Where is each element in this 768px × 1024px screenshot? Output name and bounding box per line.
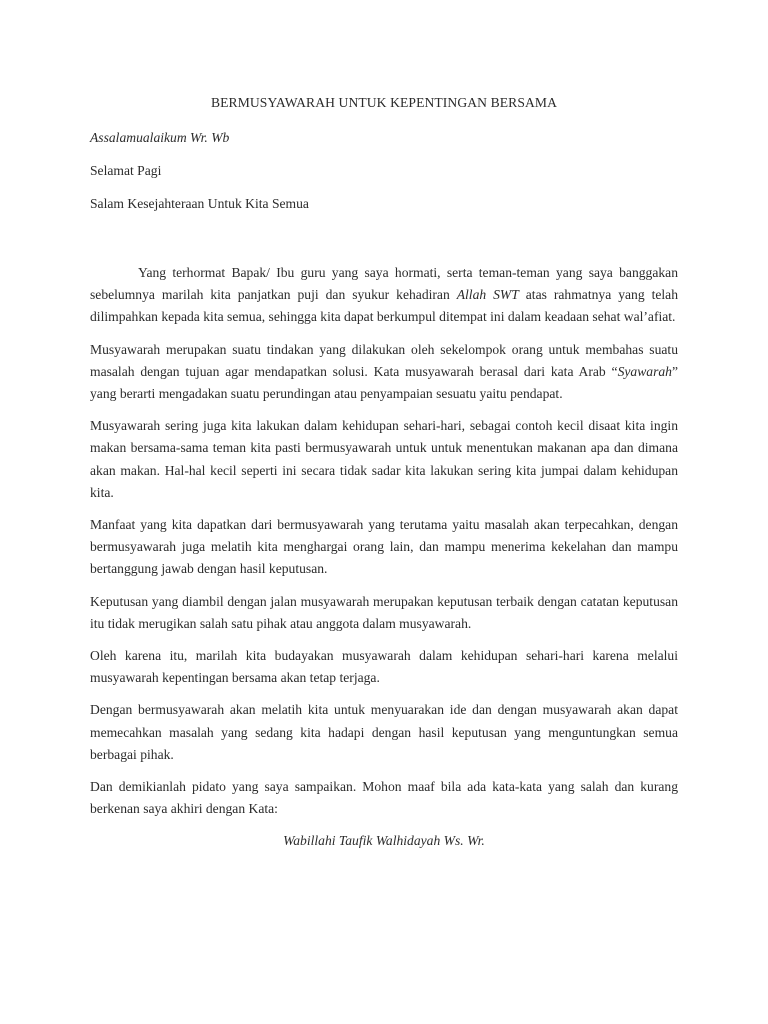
greeting-salam: Assalamualaikum Wr. Wb <box>90 130 230 145</box>
emphasis-text: Syawarah <box>617 363 672 379</box>
paragraph-text: Yang terhormat Bapak/ Ibu guru yang saya hormati, serta teman-teman yang saya banggakan sebelumnya marilah kita panjatkan puji dan syukur kehadiran <box>90 265 678 303</box>
page-title: BERMUSYAWARAH UNTUK KEPENTINGAN BERSAMA <box>210 95 558 110</box>
closing-salutation: Wabillahi Taufik Walhidayah Ws. Wr. <box>283 833 485 849</box>
greeting-kesejahteraan: Salam Kesejahteraan Untuk Kita Semua <box>90 196 309 211</box>
greeting-pagi: Selamat Pagi <box>90 163 162 178</box>
paragraph-decision: Keputusan yang diambil dengan jalan musyawarah merupakan keputusan terbaik dengan catatan keputusan itu tidak merugikan salah satu pihak atau anggota dalam musyawarah. <box>90 593 678 631</box>
spacer <box>90 226 678 262</box>
paragraph-text: atas rahmatnya yang telah dilimpahkan kepada kita semua, sehingga kita dapat berkumpul ditempat ini dalam keadaan sehat wal’afiat. <box>90 287 678 325</box>
paragraph-closing-remarks: Dan demikianlah pidato yang saya sampaikan. Mohon maaf bila ada kata-kata yang salah dan kurang berkenan saya akhiri dengan Kata: <box>90 779 678 817</box>
paragraph-opening <box>90 262 678 329</box>
paragraph-culture: Oleh karena itu, marilah kita budayakan musyawarah dalam kehidupan sehari-hari karena melalui musyawarah kepentingan bersama akan tetap terjaga. <box>90 648 678 686</box>
paragraph-example: Musyawarah sering juga kita lakukan dalam kehidupan sehari-hari, sebagai contoh kecil disaat kita ingin makan bersama-sama teman kita pasti bermusyawarah untuk untuk menentukan makanan apa dan dimana akan makan. Hal-hal kecil seperti ini secara tidak sadar kita lakukan sering kita jumpai dalam kehidupan kita. <box>90 418 678 500</box>
document-body <box>90 92 678 852</box>
paragraph-text: Musyawarah merupakan suatu tindakan yang dilakukan oleh sekelompok orang untuk membahas suatu masalah dengan tujuan agar mendapatkan solusi. Kata musyawarah berasal dari kata Arab “ <box>90 341 678 379</box>
emphasis-text: Allah SWT <box>456 287 519 303</box>
paragraph-benefit: Manfaat yang kita dapatkan dari bermusyawarah yang terutama yaitu masalah akan terpecahkan, dengan bermusyawarah juga melatih kita menghargai orang lain, dan mampu menerima kekelahan dan mampu bertanggung jawab dengan hasil keputusan. <box>90 517 678 577</box>
paragraph-text: ” yang berarti mengadakan suatu perundingan atau penyampaian sesuatu yaitu pendapat. <box>90 363 678 402</box>
paragraph-ideas: Dengan bermusyawarah akan melatih kita untuk menyuarakan ide dan dengan musyawarah akan dapat memecahkan masalah yang sedang kita hadapi dengan hasil keputusan yang menguntungkan semua berbagai pihak. <box>90 702 678 762</box>
paragraph-definition <box>90 339 678 406</box>
